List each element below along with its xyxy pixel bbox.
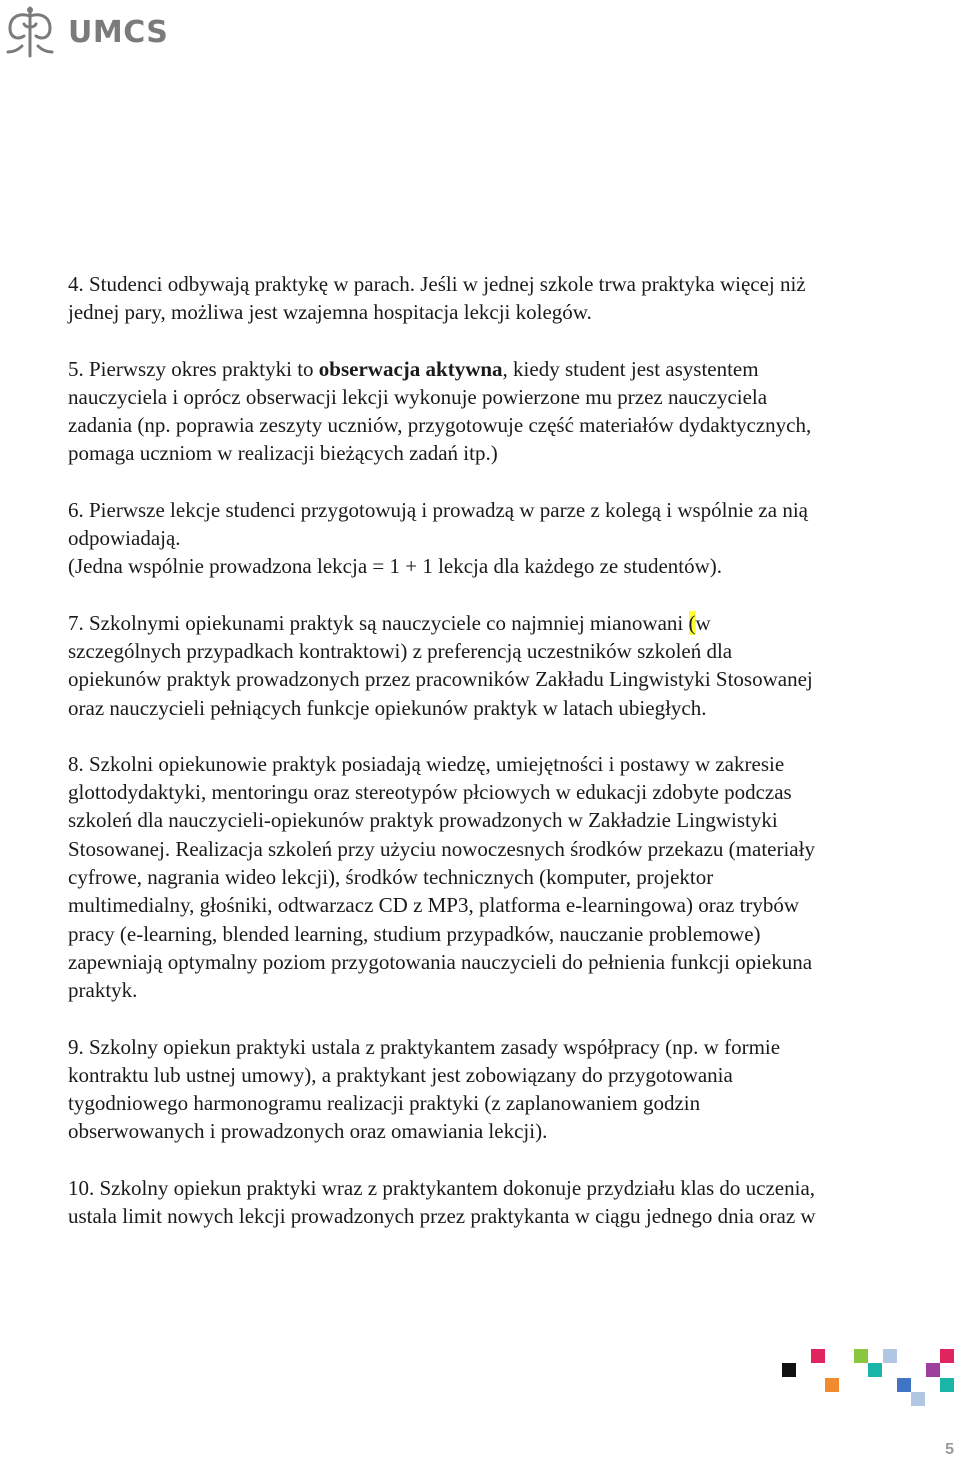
mosaic-square [811,1349,825,1363]
text-line: 10. Szkolny opiekun praktyki wraz z praktykantem dokonuje przydziału klas do uczenia, [68,1175,816,1200]
document-body [68,270,948,1230]
text-line: ustala limit nowych lekcji prowadzonych przez praktykanta w ciągu jednego dnia oraz w [68,1204,816,1229]
text-line: opiekunów praktyk prowadzonych przez pracowników Zakładu Lingwistyki Stosowanej [68,667,813,692]
mosaic-square [926,1363,940,1377]
text-run: , kiedy student jest asystentem [502,356,759,381]
text-line: pomaga uczniom w realizacji bieżących zadań itp.) [68,441,498,466]
mosaic-square [782,1363,796,1377]
text-line: 6. Pierwsze lekcje studenci przygotowują i prowadzą w parze z kolegą i wspólnie za nią [68,497,808,522]
mosaic-square [883,1349,897,1363]
mosaic-square [825,1378,839,1392]
text-line: glottodydaktyki, mentoringu oraz stereotypów płciowych w edukacji zdobyte podczas [68,780,792,805]
mosaic-square [854,1349,868,1363]
paragraph-6 [68,496,948,581]
text-run: 7. Szkolnymi opiekunami praktyk są nauczyciele co najmniej mianowani [68,610,689,635]
text-line: 9. Szkolny opiekun praktyki ustala z praktykantem zasady współpracy (np. w formie [68,1034,781,1059]
text-line: 8. Szkolni opiekunowie praktyk posiadają wiedzę, umiejętności i postawy w zakresie [68,751,785,776]
mosaic-square [940,1378,954,1392]
text-line: odpowiadają. [68,526,181,551]
paragraph-10 [68,1174,948,1231]
text-line: (Jedna wspólnie prowadzona lekcja = 1 + 1 lekcja dla każdego ze studentów). [68,554,723,579]
text-line: zapewniają optymalny poziom przygotowania nauczycieli do pełnienia funkcji opiekuna [68,949,813,974]
text-line [68,355,948,383]
text-line: Stosowanej. Realizacja szkoleń przy użyciu nowoczesnych środków przekazu (materiały [68,836,815,861]
mosaic-square [940,1349,954,1363]
text-line: kontraktu lub ustnej umowy), a praktykant jest zobowiązany do przygotowania [68,1062,733,1087]
text-line: jednej pary, możliwa jest wzajemna hospitacja lekcji kolegów. [68,300,592,325]
text-line: 4. Studenci odbywają praktykę w parach. Jeśli w jednej szkole trwa praktyka więcej niż [68,272,806,296]
paragraph-7 [68,609,948,722]
text-line: obserwowanych i prowadzonych oraz omawiania lekcji). [68,1119,548,1144]
paragraph-5 [68,355,948,468]
text-run: 5. Pierwszy okres praktyki to [68,356,319,381]
text-line [68,609,948,637]
text-line: nauczyciela i oprócz obserwacji lekcji wykonuje powierzone mu przez nauczyciela [68,384,768,409]
text-line: pracy (e-learning, blended learning, studium przypadków, nauczanie problemowe) [68,921,761,946]
mosaic-square [897,1378,911,1392]
text-run: w [695,610,711,635]
text-line: szkoleń dla nauczycieli-opiekunów praktyk prowadzonych w Zakładzie Lingwistyki [68,808,778,833]
page-number: 5 [945,1441,954,1458]
bold-term: obserwacja aktywna [318,356,503,381]
paragraph-4 [68,270,948,327]
text-line: praktyk. [68,978,138,1003]
text-line: tygodniowego harmonogramu realizacji praktyki (z zaplanowaniem godzin [68,1091,701,1116]
umcs-logo [0,0,172,64]
text-line: zadania (np. poprawia zeszyty uczniów, przygotowuje część materiałów dydaktycznych, [68,413,812,438]
text-line: oraz nauczycieli pełniących funkcje opiekunów praktyk w latach ubiegłych. [68,695,707,720]
text-line: cyfrowe, nagrania wideo lekcji), środków technicznych (komputer, projektor [68,865,714,890]
mosaic-square [911,1392,925,1406]
logo-text: UMCS [68,14,169,50]
text-line: multimedialny, głośniki, odtwarzacz CD z MP3, platforma e-learningowa) oraz trybów [68,893,800,918]
umcs-emblem-icon [0,2,60,62]
paragraph-8 [68,750,948,1005]
text-line: szczególnych przypadkach kontraktowi) z preferencją uczestników szkoleń dla [68,638,733,663]
highlighted-text: ( [688,610,696,635]
mosaic-square [868,1363,882,1377]
paragraph-9 [68,1033,948,1146]
